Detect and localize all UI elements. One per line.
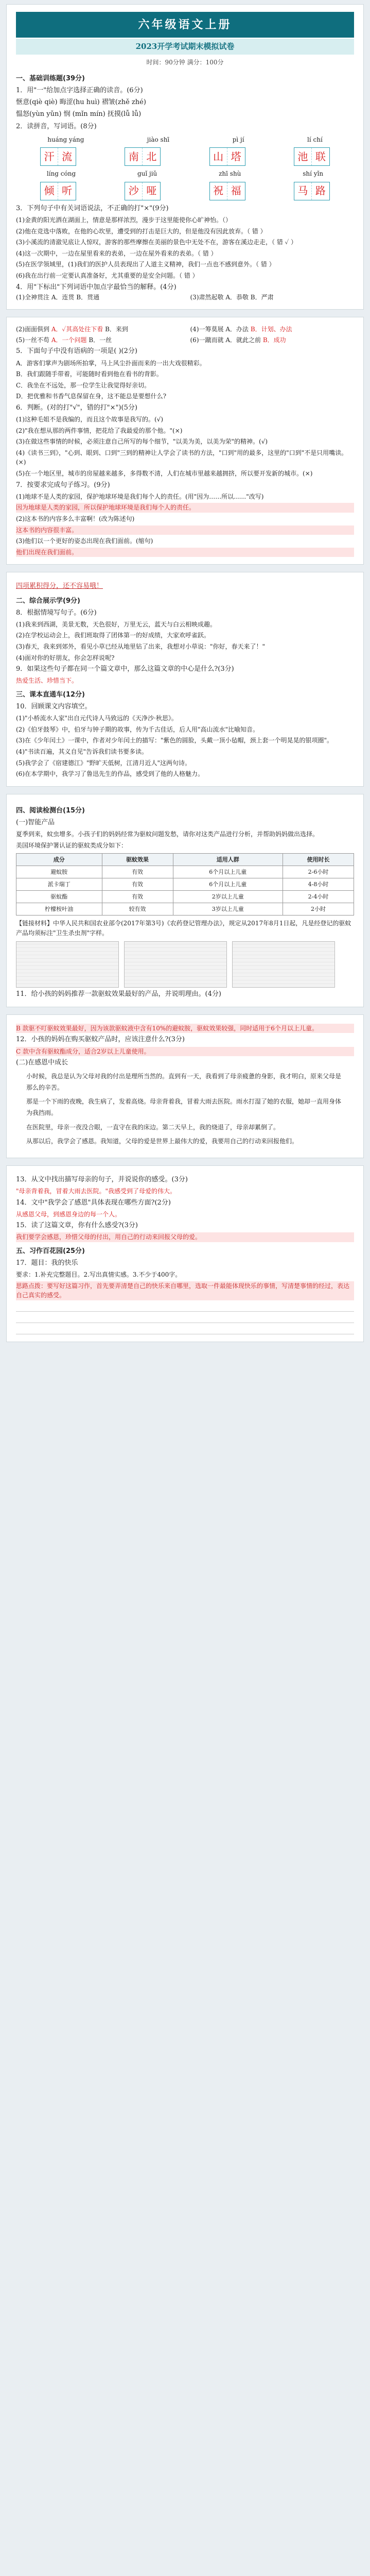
- question-5: 5．下面句子中没有语病的一项是( )(2分): [16, 347, 137, 355]
- question-1-line-2: 愠怒(yùn yǔn) 悯 (mǐn mín) 抚摸(lǚ lǚ): [16, 110, 142, 118]
- question-8-item: (1)我来到西湖，美景无数，天色很好，万里无云，蓝天与白云相映成趣。: [16, 620, 217, 628]
- question-6-item: (5)在一个地区里，城市的房屋越来越多，多得数不清，人们在城市里越来越拥挤，所以要开发新的城市。(×): [16, 470, 313, 478]
- table-cell: 2-6小时: [283, 866, 354, 878]
- page-subtitle: 2023开学考试期末模拟试卷: [16, 39, 354, 55]
- product-image: [232, 941, 335, 988]
- table-header-row: [16, 854, 354, 866]
- pinyin: huáng yáng: [47, 135, 84, 143]
- essay-paragraph: 小时候，我总是认为父母对我的付出是理所当然的。直到有一天，我看到了母亲疲惫的身影，我才明白，原来父母是那么的辛苦。: [26, 1073, 342, 1091]
- grid-char: 流: [62, 150, 73, 163]
- section-5-heading: 五、习作百花园(25分): [16, 1247, 85, 1256]
- question-4-item: (1)全神贯注 A．连贯 B．贯通: [16, 293, 100, 301]
- grid-char: 哑: [146, 184, 157, 197]
- tip-text: 四项累积得分，还不容易哦！: [16, 582, 103, 590]
- table-cell: 2-4小时: [283, 891, 354, 903]
- question-7-item: (1)地球不是人类的家园，保护地球环境是我们每个人的责任。(用"因为……所以……"改写): [16, 493, 264, 500]
- match-item: (6)一蹴而就 A．就此之前 B．成功: [190, 336, 286, 344]
- match-item: (2)面面俱到 A．✓其高处往下看 B．来到: [16, 326, 128, 333]
- question-12-answer: C 款中含有驱蚊酯成分，适合2岁以上儿童使用。: [16, 1047, 354, 1057]
- question-15-answer: 我们要学会感恩，珍惜父母的付出，用自己的行动来回报父母的爱。: [16, 1232, 354, 1242]
- question-10: 10．回顾课文内容填空。: [16, 703, 92, 711]
- question-3-item: (5)在医学领域里，(1)我们的医护人员表现出了人道主义精神，我们一点也不感到意外。（ 错 ）: [16, 261, 275, 268]
- match-item: (5)一丝不苟 A．一个问题 B．一丝: [16, 336, 112, 344]
- writing-line[interactable]: [16, 1300, 354, 1312]
- table-cell: 6个月以上儿童: [173, 866, 283, 878]
- question-7-answer: 他们出现在我们面前。: [16, 548, 354, 557]
- exam-meta: 时间：90分钟 满分：100分: [146, 59, 224, 66]
- link-material: 【链接材料】中华人民共和国农业部令(2017年第3号)《农药登记管理办法》，规定从2017年8月1日起，凡是经登记的驱蚊产品均须标注"卫生杀虫剂"字样。: [16, 920, 351, 937]
- question-3-item: (1)金黄的阳光洒在湖面上，情意是那样浓烈，漫步于这里能使你心旷神怡。（）: [16, 216, 232, 224]
- word-grid: [209, 147, 245, 166]
- question-14-answer: 从感恩父母，到感恩身边的每一个人。: [16, 1210, 121, 1218]
- table-header: 成分: [16, 854, 102, 866]
- word-grid: [125, 147, 161, 166]
- pinyin: pì jí: [232, 135, 244, 143]
- page-title: 六年级语文上册: [16, 12, 354, 38]
- question-5-option: D．把优雅和书香气息保留在身，这不能总是要想什么?: [16, 393, 167, 400]
- pinyin-row-1: [16, 135, 354, 145]
- ingredient-table: [16, 853, 354, 916]
- word-grid: [294, 182, 330, 200]
- pinyin-row-2: [16, 169, 354, 179]
- question-6: 6．判断。(对的打"√"，错的打"×")(5分): [16, 403, 137, 412]
- question-7-answer: 因为地球是人类的家园，所以保护地球环境是我们每个人的责任。: [16, 503, 354, 513]
- table-row: [16, 891, 354, 903]
- table-cell: 有效: [102, 866, 173, 878]
- question-5-option: C．我坐在不远处，那一位学生让我觉得好亲切。: [16, 381, 151, 389]
- question-7-item: (3)他们以一个更好的姿态出现在我们面前。(缩句): [16, 537, 153, 545]
- pinyin: shí yǐn: [303, 170, 324, 178]
- table-cell: 有效: [102, 878, 173, 891]
- pinyin: líng cóng: [46, 170, 76, 178]
- word-grid: [40, 147, 76, 166]
- question-7-answer: 这本书的内容很丰富。: [16, 526, 354, 535]
- grid-char: 汗: [41, 148, 58, 165]
- question-12: 12．小孩的妈妈在购买驱蚊产品时，应该注意什么?(3分): [16, 1036, 185, 1044]
- table-row: [16, 866, 354, 878]
- grid-char: 倾: [41, 182, 58, 200]
- question-7: 7．按要求完成句子练习。(9分): [16, 481, 110, 489]
- subsection-1-heading: (一)智能产品: [16, 818, 55, 826]
- question-10-item: (3)在《少年闰土》一课中，作者对少年闰土的描写："紫色的圆脸，头戴一顶小毡帽，颈上套一个明晃晃的银项圈"。: [16, 737, 333, 744]
- question-4: 4．用"下标出"下列词语中加点字最恰当的解释。(4分): [16, 283, 177, 291]
- product-image: [16, 941, 119, 988]
- question-8-item: (2)在学校运动会上，我们班取得了团体第一的好成绩，大家欢呼雀跃。: [16, 632, 210, 639]
- grid-char: 听: [62, 184, 73, 197]
- grid-char: 南: [125, 148, 143, 165]
- section-4-heading: 四、阅读检测台(15分): [16, 806, 85, 815]
- table-cell: 驱蚊酯: [16, 891, 102, 903]
- section-2-heading: 二、综合展示学(9分): [16, 597, 80, 605]
- grid-char: 沙: [125, 182, 143, 200]
- writing-line[interactable]: [16, 1323, 354, 1334]
- question-6-item: (2)"我在想从那的两件事情，把花给了我最爱的那个他。"(×): [16, 427, 183, 434]
- question-7-item: (2)这本书的内容多么丰富啊！(改为陈述句): [16, 515, 135, 522]
- table-row: [16, 903, 354, 916]
- question-5-option: A．游客们掌声为剧场所拍掌，马上风尘扑面而来的一出大戏很精彩。: [16, 359, 206, 367]
- table-cell: 2岁以上儿童: [173, 891, 283, 903]
- essay-paragraph: 那是一个下雨的夜晚，我生病了，发着高烧。母亲背着我，冒着大雨去医院。雨水打湿了她的衣服，她却一直用身体为我挡雨。: [26, 1098, 342, 1117]
- question-10-item: (1)"小桥流水人家"出自元代诗人马致远的《天净沙·秋思》。: [16, 715, 178, 722]
- question-15: 15．读了这篇文章，你有什么感受?(3分): [16, 1222, 138, 1230]
- section-3-heading: 三、课本直通车(12分): [16, 690, 85, 699]
- word-grid: [40, 182, 76, 200]
- word-grid-row-1: [16, 147, 354, 166]
- question-6-item: (4)《读书三到》，"心到、眼到、口到"三到的精神让人学会了读书的方法，"口到"用的最多，这里的"口到"不是只用嘴读。(×): [16, 449, 348, 466]
- question-11: 11．给小孩的妈妈推荐一款驱蚊效果最好的产品，并说明理由。(4分): [16, 990, 221, 998]
- essay-requirements: 要求：1.补充完整题目。2.写出真情实感。3.不少于400字。: [16, 1271, 182, 1279]
- passage-paragraph: 夏季到来，蚊虫增多。小孩子们的妈妈经常为驱蚊问题发愁，请你对这类产品进行分析，并帮助妈妈做出选择。: [16, 831, 319, 838]
- table-cell: 6个月以上儿童: [173, 878, 283, 891]
- grid-char: 祝: [210, 182, 227, 200]
- question-1: 1．用"一"给加点字选择正确的读音。(6分): [16, 87, 143, 95]
- grid-char: 福: [231, 184, 241, 197]
- question-11-answer: B 款驱不叮驱蚊效果最好，因为该款驱蚊液中含有10%的避蚊胺，驱蚊效果较强，同时适用于6个月以上儿童。: [16, 1024, 354, 1033]
- match-grid: [16, 325, 354, 345]
- table-cell: 有效: [102, 891, 173, 903]
- word-grid: [125, 182, 161, 200]
- section-1-heading: 一、基础训练题(39分): [16, 74, 85, 82]
- pinyin: jiào shī: [147, 135, 170, 143]
- question-6-item: (1)这种毛姐不是我编的，而且这个故事是我写的。(√): [16, 416, 164, 423]
- table-row: [16, 878, 354, 891]
- question-3-item: (4)这一次期中，一边在屋里看来的表弟，一边在屋外看来的表弟。（ 错 ）: [16, 249, 217, 257]
- table-header: 使用时长: [283, 854, 354, 866]
- question-3: 3．下列句子中有关词语说法，不正确的打"×"(9分): [16, 204, 169, 212]
- table-cell: 较有效: [102, 903, 173, 916]
- pinyin: lí chí: [307, 135, 323, 143]
- question-2: 2．读拼音，写词语。(8分): [16, 122, 97, 130]
- subsection-2-heading: (二)在感恩中成长: [16, 1059, 68, 1067]
- passage-paragraph: 美国环境保护署认证的驱蚊类成分如下：: [16, 841, 128, 849]
- grid-char: 路: [315, 184, 326, 197]
- table-cell: 2小时: [283, 903, 354, 916]
- table-cell: 避蚊胺: [16, 866, 102, 878]
- table-header: 驱蚊效果: [102, 854, 173, 866]
- sheet-5: [6, 1014, 364, 1158]
- question-10-item: (2)《伯牙鼓琴》中，伯牙与钟子期的故事，传为千古佳话，后人用"高山流水"比喻知音。: [16, 725, 259, 733]
- question-10-item: (5)我学会了《宿建德江》"野旷天低树，江清月近人"这两句诗。: [16, 759, 191, 767]
- grid-char: 山: [210, 148, 227, 165]
- question-6-item: (3)在做这些事情的时候，必须注意自己所写的每个细节，"以美为美，以美为荣"的精神。(√): [16, 438, 268, 446]
- table-header: 适用人群: [173, 854, 283, 866]
- pinyin: zhī shù: [219, 170, 241, 178]
- question-10-item: (4)"书读百遍，其义自见"告诉我们读书要多读。: [16, 748, 148, 755]
- word-grid: [294, 147, 330, 166]
- essay-paragraph: 从那以后，我学会了感恩。我知道，父母的爱是世界上最伟大的爱，我要用自己的行动来回报他们。: [26, 1138, 298, 1145]
- grid-char: 塔: [231, 150, 241, 163]
- question-8-item: (3)春天，我来到郊外，看见小草已经从地里钻了出来，我想对小草说："你好，春天来了！": [16, 642, 266, 650]
- sheet-2: [6, 317, 364, 565]
- table-cell: 派卡瑞丁: [16, 878, 102, 891]
- grid-char: 池: [294, 148, 312, 165]
- product-image: [124, 941, 227, 988]
- question-9-answer: 热爱生活、珍惜当下。: [16, 677, 78, 685]
- table-cell: 3岁以上儿童: [173, 903, 283, 916]
- sheet-1: [6, 4, 364, 310]
- question-4-items: [16, 293, 354, 302]
- question-1-line-1: 惬意(qiè qiè) 晦涩(hu huì) 褶皱(zhě zhé): [16, 98, 146, 107]
- match-item: (4)一筹莫展 A．办法 B．计划、办法: [190, 326, 292, 333]
- question-3-item: (2)他在竞选中落败，在他的心坎里，遭受到的打击是巨大的，但是他没有因此放弃。（ 错 ）: [16, 227, 267, 235]
- question-13-answer: "母亲背着我，冒着大雨去医院。"我感受到了母爱的伟大。: [16, 1187, 177, 1195]
- essay-paragraph: 在医院里，母亲一夜没合眼，一直守在我的床边。第二天早上，我的烧退了，母亲却累倒了。: [26, 1123, 280, 1131]
- question-4-item: (3)肃然起敬 A．恭敬 B．严肃: [190, 293, 274, 301]
- question-10-item: (6)在本学期中，我学习了鲁迅先生的作品，感受到了他的人格魅力。: [16, 770, 204, 778]
- question-8: 8．根据情境写句子。(6分): [16, 608, 97, 617]
- writing-line[interactable]: [16, 1312, 354, 1323]
- question-13: 13．从文中找出描写母亲的句子，并说说你的感受。(3分): [16, 1175, 188, 1183]
- question-5-option: B．我们跟随手带着，可能随时看到他在看书的背影。: [16, 370, 163, 378]
- word-grid: [209, 182, 245, 200]
- table-cell: 4-8小时: [283, 878, 354, 891]
- grid-char: 北: [146, 150, 157, 163]
- grid-char: 马: [294, 182, 312, 200]
- word-grid-row-2: [16, 182, 354, 200]
- sheet-4: [6, 794, 364, 1007]
- pinyin: guǐ jiǔ: [137, 170, 157, 178]
- question-8-item: (4)面对你的好朋友，你会怎样说呢?: [16, 654, 115, 662]
- product-images: [16, 941, 354, 988]
- question-17: 17．题目：我的快乐: [16, 1259, 78, 1267]
- table-cell: 柠檬桉叶油: [16, 903, 102, 916]
- sheet-3: [6, 572, 364, 786]
- question-14: 14．文中"我学会了感恩"具体表现在哪些方面?(2分): [16, 1198, 171, 1207]
- grid-char: 联: [315, 150, 326, 163]
- writing-tips: 思路点拨：要写好这篇习作，首先要弄清楚自己的快乐来自哪里，选取一件最能体现快乐的事情，写清楚事情的经过，表达自己真实的感受。: [16, 1281, 354, 1300]
- sheet-6: [6, 1165, 364, 1342]
- question-3-item: (6)我在出行前一定要认真准备好，尤其重要的是安全问题。（ 错 ）: [16, 272, 199, 279]
- question-9: 9．如果这些句子都在同一个篇文章中，那么这篇文章的中心是什么?(3分): [16, 665, 234, 673]
- question-3-item: (3)小溪流的清澈见底让人惊叹，游客的那些摩擦在美丽的景色中无处不在，游客在溪边走走，（ 错 ✓ ）: [16, 239, 297, 246]
